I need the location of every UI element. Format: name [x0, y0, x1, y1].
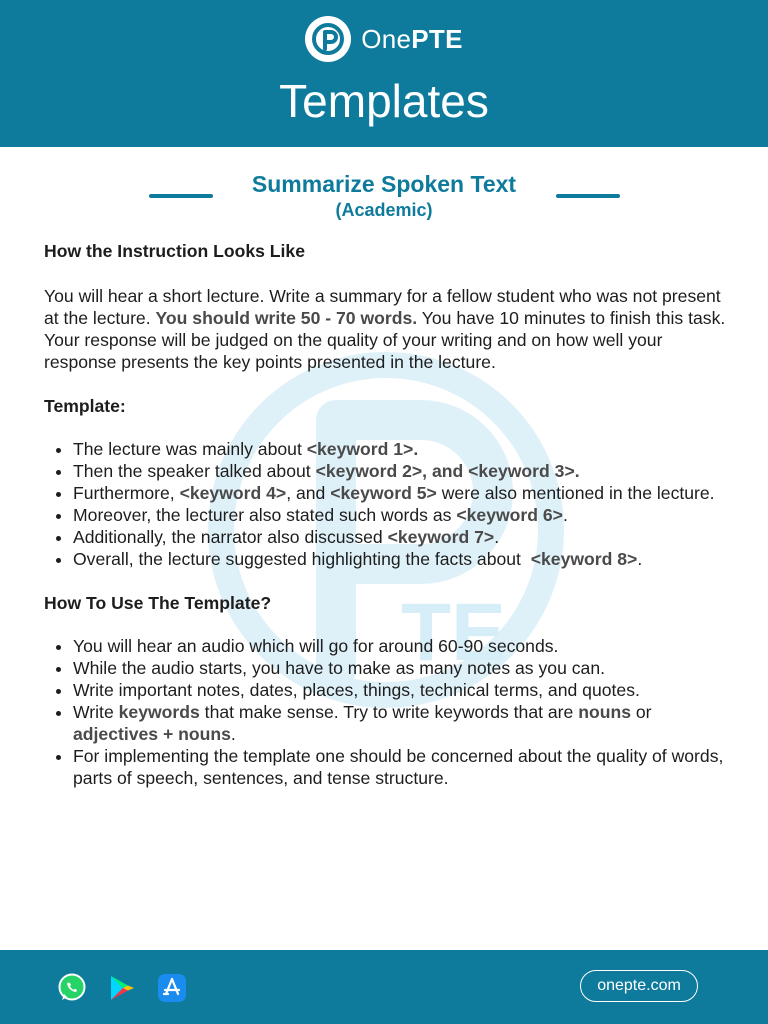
- footer: [0, 950, 768, 1024]
- instruction-text: [44, 285, 734, 373]
- list-item: • Overall, the lecture suggested highlighting the facts about <keyword 8>.: [73, 548, 734, 570]
- google-play-icon[interactable]: [107, 973, 137, 1003]
- instruction-text-part: You have 10 minutes to finish this task. Your response will be judged on the quality of your writing and on how well your response presents the key points presented in the lecture.: [44, 308, 726, 372]
- keyword-placeholder: <keyword 5>: [330, 483, 437, 503]
- list-item: • Moreover, the lecturer also stated such words as <keyword 6>.: [73, 504, 734, 526]
- svg-text:TE: TE: [401, 587, 506, 678]
- section-title: Summarize Spoken Text: [251, 171, 517, 197]
- keyword-placeholder: <keyword 6>: [456, 505, 563, 525]
- keyword-placeholder: <keyword 7>: [387, 527, 495, 547]
- app-store-icon[interactable]: [157, 973, 187, 1003]
- word-limit-highlight: You should write 50 - 70 words.: [155, 308, 418, 328]
- template-heading: Template:: [44, 396, 126, 416]
- usage-heading: How To Use The Template?: [44, 593, 272, 613]
- brand-name: OnePTE: [361, 23, 463, 54]
- template-list: [44, 438, 734, 570]
- usage-list: [44, 635, 734, 789]
- section-subtitle: (Academic): [335, 200, 433, 220]
- list-item: • For implementing the template one should be concerned about the quality of words, parts of speech, sentences, and tense structure.: [73, 745, 734, 789]
- onepte-logo-icon: [305, 16, 351, 62]
- list-item: • While the audio starts, you have to make as many notes as you can.: [73, 657, 734, 679]
- section-heading: [0, 170, 768, 222]
- keyword-highlight: adjectives + nouns: [73, 724, 231, 744]
- brand: [0, 16, 768, 62]
- instruction-text-part: You will hear a short lecture. Write a summary for a fellow student who was not present at the lecture.: [44, 286, 721, 328]
- keyword-placeholder: <keyword 8>: [530, 549, 638, 569]
- keyword-highlight: nouns: [578, 702, 631, 722]
- list-item: • Furthermore, <keyword 4>, and <keyword 5> were also mentioned in the lecture.: [73, 482, 734, 504]
- keyword-placeholder: <keyword 4>: [179, 483, 287, 503]
- whatsapp-icon[interactable]: [57, 973, 87, 1003]
- keyword-placeholder: <keyword 2>, and <keyword 3>.: [315, 461, 580, 481]
- keyword-placeholder: <keyword 1>.: [306, 439, 419, 459]
- list-item: • The lecture was mainly about <keyword 1>.: [73, 438, 734, 460]
- website-link[interactable]: onepte.com: [580, 970, 698, 1002]
- list-item: • You will hear an audio which will go for around 60-90 seconds.: [73, 635, 734, 657]
- list-item: • Then the speaker talked about <keyword 2>, and <keyword 3>.: [73, 460, 734, 482]
- instruction-heading: How the Instruction Looks Like: [44, 241, 305, 261]
- list-item: • Additionally, the narrator also discussed <keyword 7>.: [73, 526, 734, 548]
- page-title: Templates: [279, 75, 489, 127]
- content: [44, 239, 734, 789]
- keyword-highlight: keywords: [118, 702, 200, 722]
- header-banner: [0, 0, 768, 147]
- list-item: • Write important notes, dates, places, things, technical terms, and quotes.: [73, 679, 734, 701]
- list-item: • Write keywords that make sense. Try to write keywords that are nouns or adjectives + nouns.: [73, 701, 734, 745]
